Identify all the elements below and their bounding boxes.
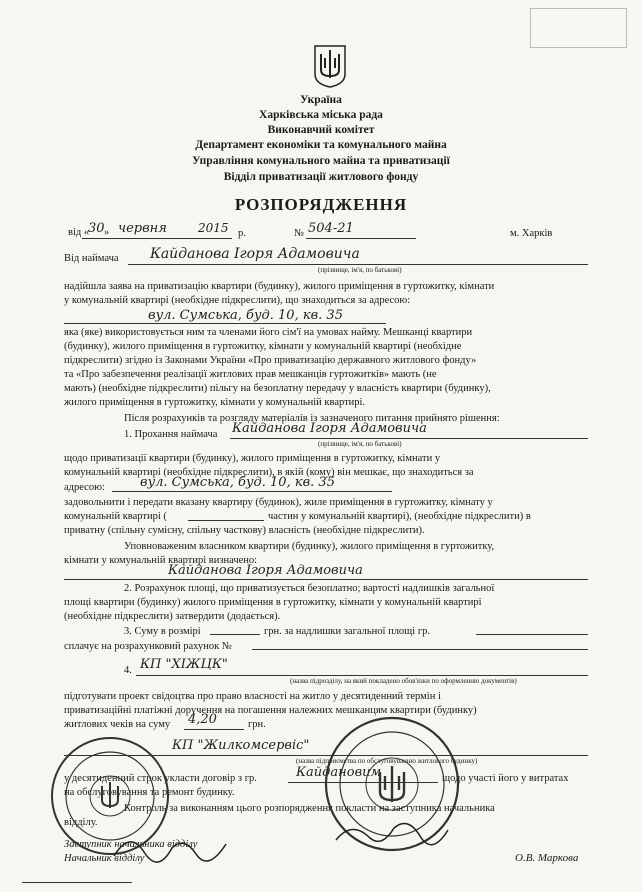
department-underline [136,675,588,676]
text-p30: на обслуговування та ремонт будинку. [64,787,235,798]
text-p11: щодо приватизації квартири (будинку), жилого приміщення в гуртожитку, кімнати у [64,453,441,464]
date-year: 2015 [198,221,229,235]
applicant-underline [128,264,588,265]
account-blank [252,649,588,650]
footer-rule [22,882,132,883]
text-p29b: щодо участі його у витратах [442,773,569,784]
owner-underline [64,579,588,580]
date-year-suffix: р. [238,228,246,239]
date-month: червня [118,221,167,236]
checks-sum-underline [184,729,244,730]
date-day: 30 [88,221,105,236]
text-p15b: частин у комунальній квартирі), (необхідне підкреслити) в [268,511,531,522]
text-p31: Контроль за виконанням цього розпорядження покласти на заступника начальника [124,803,495,814]
deputy-signature [110,826,230,866]
text-p1: надійшла заява на приватизацію квартири (будинку), жилого приміщення в гуртожитку, кімнати [64,281,495,292]
city: м. Харків [510,228,553,239]
signatory-name: О.В. Маркова [515,852,579,864]
address-2-handwritten: вул. Сумська, буд. 10, кв. 35 [140,475,335,490]
date-mid: » [104,227,110,238]
department-handwritten: КП "ХІЖЦК" [140,657,228,672]
checks-sum-handwritten: 4,20 [188,712,217,727]
deputy-head-label: Заступник начальника відділу [64,839,198,850]
tenant-underline [230,438,588,439]
text-p14: задовольнити і передати вказану квартиру (будинок), жиле приміщення в гуртожитку, кімнату у [64,497,493,508]
text-p22b: грн. за надлишки загальної площі гр. [264,626,430,637]
header-administration: Управління комунального майна та приватизації [192,155,450,167]
text-p9: Після розрахунків та розгляду матеріалів із зазначеного питання прийнято рішення: [124,413,500,424]
text-p6: та «Про забезпечення реалізації житлових прав мешканців гуртожитків» мають (не [64,369,437,380]
text-p7: мають) (необхідне підкреслити) пільгу на безоплатну передачу у власність квартири (будинку), [64,383,491,394]
text-p10: 1. Прохання наймача [124,429,218,440]
header-country: Україна [300,94,342,106]
share-blank [188,520,264,521]
text-p29: у десятиденний строк укласти договір з гр. [64,773,257,784]
number-underline [306,238,416,239]
trident-emblem-icon [313,44,347,88]
address-handwritten: вул. Сумська, буд. 10, кв. 35 [148,308,343,323]
text-p24: 4. [124,665,132,676]
text-p22: 3. Суму в розмірі [124,626,201,637]
text-p27b: грн. [248,719,266,730]
service-company-handwritten: КП "Жилкомсервіс" [172,738,310,753]
applicant-hint: (прізвище, ім'я, по батькові) [318,266,402,274]
payer-blank [476,634,588,635]
text-p25: підготувати проект свідоцтва про право власності на житло у десятиденний термін і [64,691,441,702]
text-p5: підкреслити) згідно із Законами України «Про приватизацію державного житлового фонду» [64,355,477,366]
text-p4: (будинку), жилого приміщення в гуртожитку, кімнати у комунальній квартирі (необхідне [64,341,462,352]
text-p3: яка (яке) використовується ним та членами його сім'ї на умовах найму. Мешканці квартири [64,327,473,338]
tenant-hint: (прізвище, ім'я, по батькові) [318,440,402,448]
sum-blank [210,634,260,635]
text-p23: сплачує на розрахунковий рахунок № [64,641,232,652]
header-committee: Виконавчий комітет [267,124,375,136]
text-p17: Уповноваженим власником квартири (будинку), жилого приміщення в гуртожитку, [124,541,495,552]
order-number: 504-21 [308,221,354,236]
address-2-underline [112,491,392,492]
head-label: Начальник відділу [64,853,145,864]
applicant-label: Від наймача [64,253,119,264]
text-p15: комунальній квартирі ( [64,511,167,522]
contract-party-handwritten: Кайдановим [296,765,382,780]
text-p13: адресою: [64,482,105,493]
text-p16: приватну (спільну сумісну, спільну часткову) власність (необхідне підкреслити). [64,525,425,536]
text-p18: кімнати у комунальній квартирі визначено: [64,555,258,566]
registration-box [530,8,627,48]
header-council: Харківська міська рада [259,109,383,121]
department-hint: (назва підрозділу, на який покладено обов'язки по оформленню документів) [290,677,517,685]
date-prefix: від « [68,227,90,238]
text-p2: у комунальній квартирі (необхідне підкреслити), що знаходиться за адресою: [64,295,411,306]
text-p32: відділу. [64,817,98,828]
text-p27: житлових чеків на суму [64,719,171,730]
service-company-hint: (назва підприємства по обслуговуванню житлового будинку) [296,757,478,765]
applicant-name: Кайданова Ігоря Адамовича [150,246,360,262]
header-department: Департамент економіки та комунального майна [195,139,447,151]
text-p19: 2. Розрахунок площі, що приватизується безоплатно; вартості надлишків загальної [124,583,495,594]
number-label: № [294,228,305,239]
text-p12: комунальній квартирі (необхідне підкреслити), в якій (кому) він мешкає, що знаходиться за [64,467,474,478]
owner-handwritten: Кайданова Ігоря Адамовича [168,563,363,578]
text-p26: приватизаційні платіжні доручення на погашення належних мешканцям квартири (будинку) [64,705,477,716]
header-division: Відділ приватизації житлового фонду [223,171,419,183]
address-underline [64,323,386,324]
text-p20: площі квартири (будинку) жилого приміщення в гуртожитку, кімнати у комунальній квартирі [64,597,482,608]
head-signature [330,814,450,854]
text-p21: (необхідне підкреслити) затвердити (додається). [64,611,281,622]
document-title: РОЗПОРЯДЖЕННЯ [234,195,408,214]
text-p8: жилого приміщення в гуртожитку, кімнати у комунальній квартирі. [64,397,366,408]
tenant-name-handwritten: Кайданова Ігоря Адамовича [232,421,427,436]
date-underline [82,238,232,239]
